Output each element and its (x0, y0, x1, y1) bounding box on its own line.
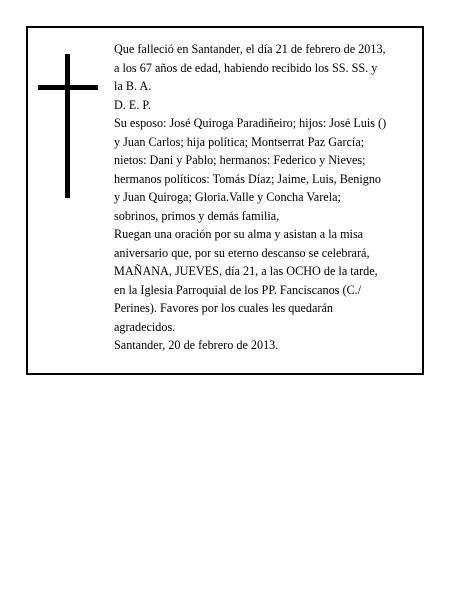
notice-line: agradecidos. (114, 319, 176, 334)
notice-text (114, 40, 422, 355)
notice-line: nietos: Dani y Pablo; hermanos: Federico y Nieves; (114, 153, 366, 167)
notice-line: Perines). Favores por los cuales les quedarán (114, 301, 333, 315)
notice-line: la B. A. (114, 79, 152, 93)
cross-horizontal-bar (38, 85, 98, 90)
notice-line: Que falleció en Santander, el día 21 de febrero de 2013, (114, 42, 386, 56)
notice-line: y Juan Carlos; hija política; Montserrat Paz García; (114, 134, 365, 149)
notice-line: MAÑANA, JUEVES, día 21, a las OCHO de la tarde, (114, 264, 378, 278)
notice-line: a los 67 años de edad, habiendo recibido los SS. SS. y (114, 60, 378, 75)
obituary-notice (26, 26, 424, 375)
notice-line: Su esposo: José Quiroga Paradiñeiro; hijos: José Luis () (114, 116, 387, 130)
notice-line: aniversario que, por su eterno descanso se celebrará, (114, 245, 370, 260)
cross-vertical-bar (65, 54, 70, 198)
notice-line: hermanos políticos: Tomás Díaz; Jaime, Luis, Benigno (114, 171, 382, 186)
cross-icon (38, 54, 98, 198)
notice-line: D. E. P. (114, 97, 151, 112)
notice-line: en la Iglesia Parroquial de los PP. Fanciscanos (C./ (114, 282, 362, 297)
notice-line: Santander, 20 de febrero de 2013. (114, 338, 279, 352)
notice-line: sobrinos, primos y demás familia, (114, 208, 280, 223)
notice-line: Ruegan una oración por su alma y asistan a la misa (114, 227, 364, 241)
notice-line: y Juan Quiroga; Gloria.Valle y Concha Varela; (114, 190, 341, 204)
